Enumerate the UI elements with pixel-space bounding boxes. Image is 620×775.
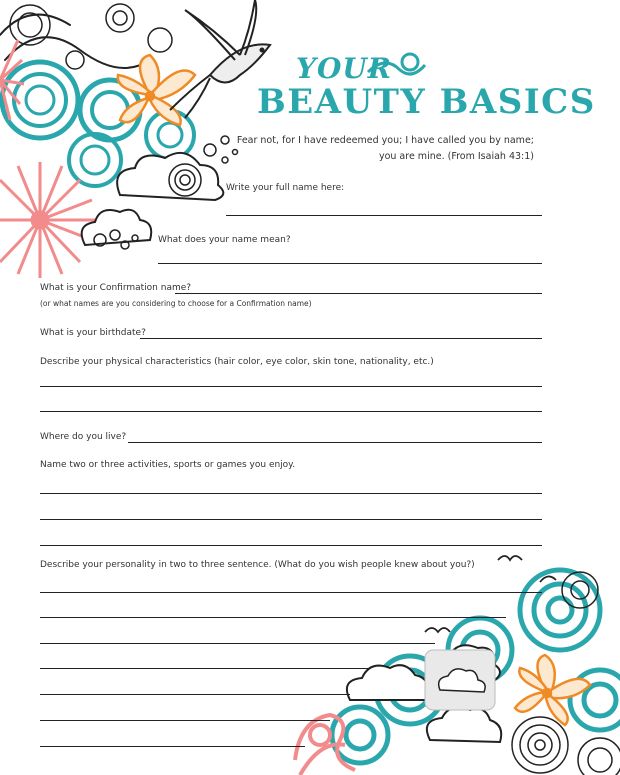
orange-lily-bottom: [515, 655, 590, 725]
personality-answer-line-2[interactable]: [40, 617, 506, 618]
location-label: Where do you live?: [40, 432, 127, 442]
full-name-answer-line[interactable]: [226, 215, 542, 216]
title-beauty-basics: BEAUTY BASICS: [257, 82, 596, 122]
verse-line-1: Fear not, for I have redeemed you; I have called you by name;: [236, 135, 534, 146]
orange-lily-top: [118, 55, 195, 125]
personality-answer-line-1[interactable]: [40, 592, 542, 593]
title-your: YOUR: [296, 52, 393, 85]
top-left-swirls: [0, 4, 194, 186]
name-meaning-answer-line[interactable]: [158, 263, 542, 264]
personality-answer-line-4[interactable]: [40, 668, 370, 669]
clouds-top-left: [82, 153, 224, 245]
activities-answer-line-2[interactable]: [40, 519, 542, 520]
full-name-label: Write your full name here:: [226, 183, 345, 193]
physical-characteristics-label: Describe your physical characteristics (hair color, eye color, skin tone, nationality, etc.): [40, 357, 434, 367]
activities-answer-line-1[interactable]: [40, 493, 542, 494]
clouds-bottom: [347, 645, 501, 742]
confirmation-name-note: (or what names are you considering to choose for a Confirmation name): [40, 299, 312, 308]
activities-label: Name two or three activities, sports or games you enjoy.: [40, 460, 296, 470]
birthdate-label: What is your birthdate?: [40, 328, 146, 338]
pink-flower-large: [0, 162, 95, 278]
physical-answer-line-1[interactable]: [40, 386, 542, 387]
personality-answer-line-6[interactable]: [40, 720, 330, 721]
bottom-right-spirals: [512, 572, 620, 775]
swallow-bird: [170, 0, 270, 118]
personality-label: Describe your personality in two to three sentence. (What do you wish people knew about you?): [40, 560, 475, 570]
scripture-verse: [214, 133, 534, 165]
location-answer-line[interactable]: [128, 442, 542, 443]
bottom-right-swirls: [332, 570, 620, 763]
pink-flourish-bottom: [295, 715, 355, 775]
birthdate-answer-line[interactable]: [140, 338, 542, 339]
physical-answer-line-2[interactable]: [40, 411, 542, 412]
personality-answer-line-7[interactable]: [40, 746, 305, 747]
personality-answer-line-5[interactable]: [40, 694, 350, 695]
activities-answer-line-3[interactable]: [40, 545, 542, 546]
verse-line-2: you are mine. (From Isaiah 43:1): [378, 151, 534, 162]
personality-answer-line-3[interactable]: [40, 643, 435, 644]
name-meaning-label: What does your name mean?: [158, 235, 291, 245]
confirmation-name-label: What is your Confirmation name?: [40, 283, 192, 293]
confirmation-name-answer-line[interactable]: [175, 293, 542, 294]
pink-flower-small: [0, 40, 24, 120]
sketch-cloud-box: [425, 650, 495, 710]
